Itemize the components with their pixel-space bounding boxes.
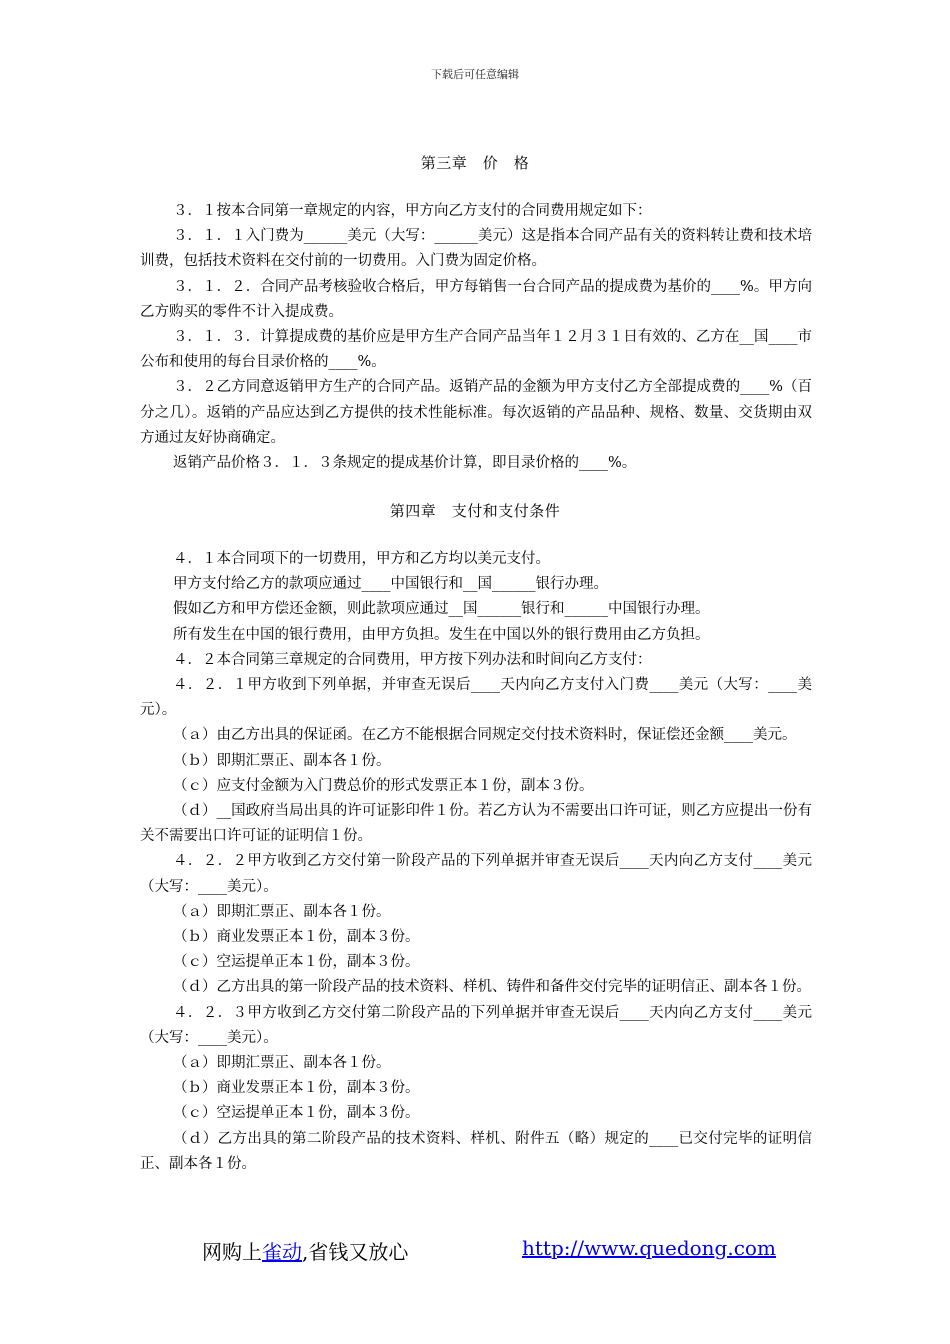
paragraph: 甲方支付给乙方的款项应通过____中国银行和__国______银行办理。 (173, 576, 608, 593)
footer-slogan (202, 1236, 408, 1265)
website-link[interactable]: http://www.quedong.com (522, 1236, 776, 1260)
brand-link[interactable]: 雀动 (262, 1240, 302, 1264)
paragraph: （ｄ）乙方出具的第一阶段产品的技术资料、样机、铸件和备件交付完毕的证明信正、副本各１份。 (173, 979, 811, 996)
page-footer (0, 1236, 950, 1270)
paragraph: ３．１按本合同第一章规定的内容，甲方向乙方支付的合同费用规定如下： (173, 203, 652, 219)
paragraph: ４．２．２甲方收到乙方交付第一阶段产品的下列单据并审查无误后____天内向乙方支付____美元（大写：____美元）。 (140, 853, 812, 895)
paragraph: ４．２本合同第三章规定的合同费用，甲方按下列办法和时间向乙方支付： (173, 651, 652, 668)
slogan-suffix: ,省钱又放心 (302, 1240, 409, 1264)
paragraph: （ｃ）应支付金额为入门费总价的形式发票正本１份，副本３份。 (173, 777, 594, 794)
paragraph: （ｃ）空运提单正本１份，副本３份。 (173, 954, 420, 971)
chapter-4-body (140, 547, 812, 1177)
paragraph: 所有发生在中国的银行费用，由甲方负担。发生在中国以外的银行费用由乙方负担。 (173, 626, 710, 643)
paragraph: （ａ）即期汇票正、副本各１份。 (173, 1055, 391, 1072)
paragraph: ３．１．３．计算提成费的基价应是甲方生产合同产品当年１２月３１日有效的、乙方在__国____市公布和使用的每台目录价格的____%。 (140, 329, 812, 371)
chapter-3-title: 第三章 价 格 (420, 154, 530, 172)
paragraph: （ｃ）空运提单正本１份，副本３份。 (173, 1105, 420, 1122)
paragraph: ３．１．１入门费为______美元（大写：______美元）这是指本合同产品有关的资料转让费和技术培训费，包括技术资料在交付前的一切费用。入门费为固定价格。 (140, 228, 812, 270)
paragraph: （ｄ）乙方出具的第二阶段产品的技术资料、样机、附件五（略）规定的____已交付完毕的证明信正、副本各１份。 (140, 1130, 812, 1172)
slogan-prefix: 网购上 (202, 1240, 262, 1264)
paragraph: ３．２乙方同意返销甲方生产的合同产品。返销产品的金额为甲方支付乙方全部提成费的____%（百分之几）。返销的产品应达到乙方提供的技术性能标准。每次返销的产品品种、规格、数量、交货期由双方通过友好协商确定。 (140, 379, 812, 446)
chapter-4-title: 第四章 支付和支付条件 (389, 502, 561, 520)
paragraph: （ｄ）__国政府当局出具的许可证影印件１份。若乙方认为不需要出口许可证，则乙方应提出一份有关不需要出口许可证的证明信１份。 (140, 803, 812, 845)
paragraph: ３．１．２．合同产品考核验收合格后，甲方每销售一台合同产品的提成费为基价的____%。甲方向乙方购买的零件不计入提成费。 (140, 278, 812, 320)
paragraph: ４．１本合同项下的一切费用，甲方和乙方均以美元支付。 (173, 551, 550, 567)
paragraph: （ｂ）商业发票正本１份，副本３份。 (173, 1080, 420, 1097)
paragraph: （ａ）即期汇票正、副本各１份。 (173, 903, 391, 920)
chapter-3-body (140, 199, 812, 476)
paragraph: （ｂ）即期汇票正、副本各１份。 (173, 752, 391, 769)
paragraph: （ａ）由乙方出具的保证函。在乙方不能根据合同规定交付技术资料时，保证偿还金额____美元。 (173, 727, 797, 744)
paragraph: ４．２．１甲方收到下列单据，并审查无误后____天内向乙方支付入门费____美元（大写：____美元）。 (140, 677, 812, 719)
page-header-note: 下载后可任意编辑 (431, 68, 519, 81)
paragraph: ４．２．３甲方收到乙方交付第二阶段产品的下列单据并审查无误后____天内向乙方支付____美元（大写：____美元）。 (140, 1004, 812, 1046)
paragraph: 返销产品价格３．１．３条规定的提成基价计算，即目录价格的____%。 (173, 455, 637, 472)
paragraph: （ｂ）商业发票正本１份，副本３份。 (173, 929, 420, 946)
paragraph: 假如乙方和甲方偿还金额，则此款项应通过__国______银行和______中国银行办理。 (173, 601, 710, 618)
